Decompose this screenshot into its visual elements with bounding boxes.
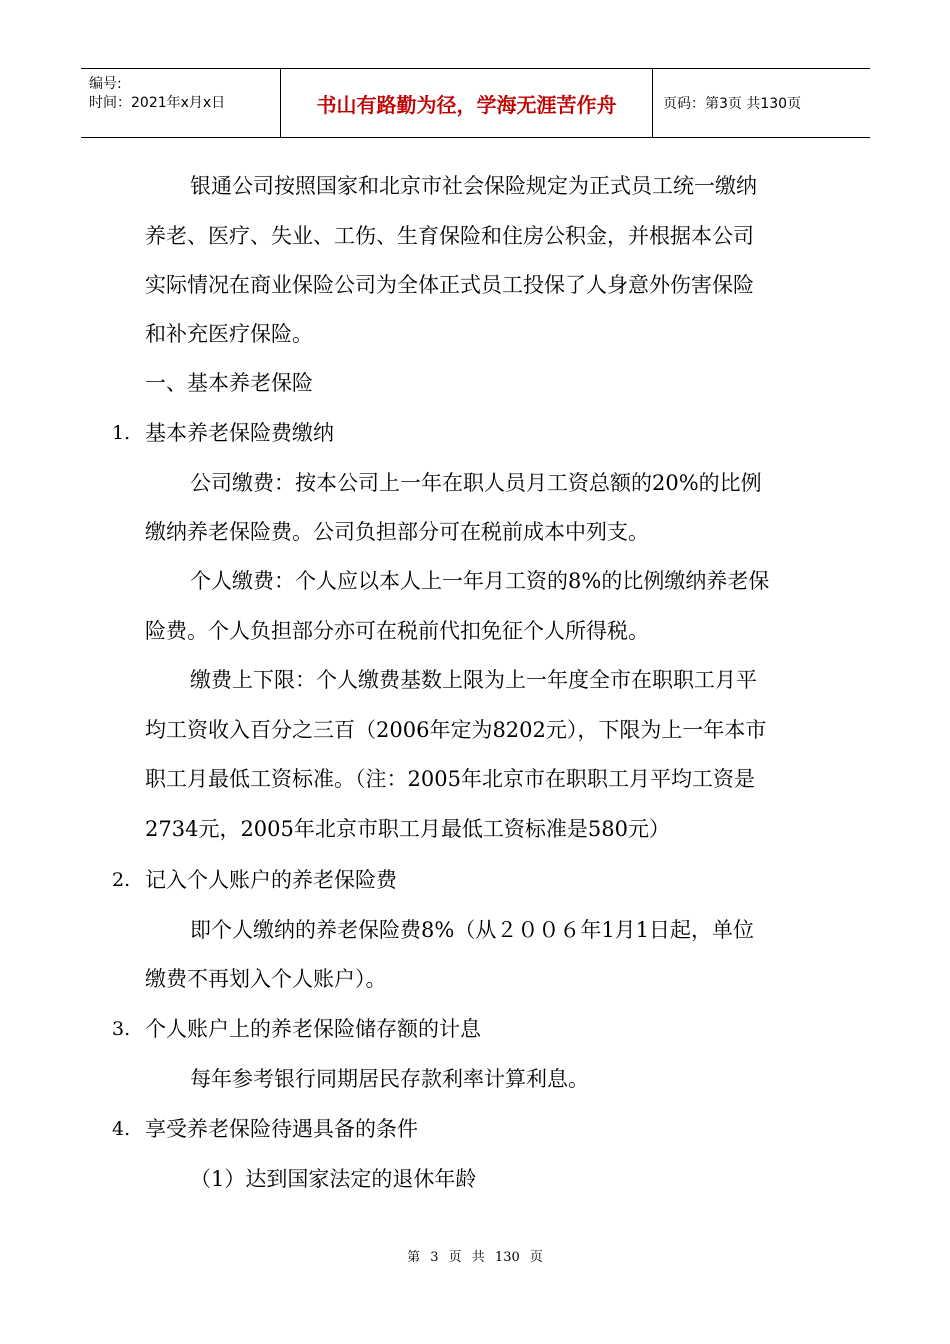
paragraph-line: 均工资收入百分之三百（2006年定为8202元），下限为上一年本市 [145,718,767,742]
page-header [81,68,870,138]
paragraph-line: 即个人缴纳的养老保险费8%（从２００６年1月1日起，单位 [190,918,755,942]
paragraph-line: 缴费上下限：个人缴费基数上限为上一年度全市在职职工月平 [190,668,757,692]
item-number: 2. [112,869,131,891]
header-meta [81,69,281,137]
intro-line: 实际情况在商业保险公司为全体正式员工投保了人身意外伤害保险 [145,273,754,297]
item-number: 4. [112,1118,131,1140]
paragraph-line: 险费。个人负担部分亦可在税前代扣免征个人所得税。 [145,619,649,643]
section-title: 一、基本养老保险 [145,371,313,395]
page-footer: 第 3 页 共 130 页 [407,1250,543,1265]
header-motto: 书山有路勤为径，学海无涯苦作舟 [281,69,653,137]
item-title: 记入个人账户的养老保险费 [145,868,397,892]
paragraph-line: 每年参考银行同期居民存款利率计算利息。 [190,1067,589,1091]
paragraph-line: 缴费不再划入个人账户）。 [145,967,387,991]
item-title: 个人账户上的养老保险储存额的计息 [145,1017,481,1041]
paragraph-line: 个人缴费：个人应以本人上一年月工资的8%的比例缴纳养老保 [190,569,770,593]
number-label: 编号: [89,76,122,92]
intro-line: 养老、医疗、失业、工伤、生育保险和住房公积金，并根据本公司 [145,224,754,248]
paragraph-line: 缴纳养老保险费。公司负担部分可在税前成本中列支。 [145,520,649,544]
item-number: 1. [112,422,131,444]
paragraph-line: 公司缴费：按本公司上一年在职人员月工资总额的20%的比例 [190,471,762,495]
paragraph-line: 职工月最低工资标准。（注：2005年北京市在职职工月平均工资是 [145,767,755,791]
item-number: 3. [112,1018,131,1040]
item-title: 享受养老保险待遇具备的条件 [145,1117,418,1141]
paragraph-line: （1）达到国家法定的退休年龄 [190,1167,477,1191]
time-label: 时间：2021年x月x日 [89,95,226,111]
header-page-info: 页码：第3页 共130页 [663,96,802,112]
paragraph-line: 2734元，2005年北京市职工月最低工资标准是580元） [145,817,670,841]
intro-line: 银通公司按照国家和北京市社会保险规定为正式员工统一缴纳 [190,174,757,198]
intro-line: 和补充医疗保险。 [145,322,313,346]
item-title: 基本养老保险费缴纳 [145,421,334,445]
